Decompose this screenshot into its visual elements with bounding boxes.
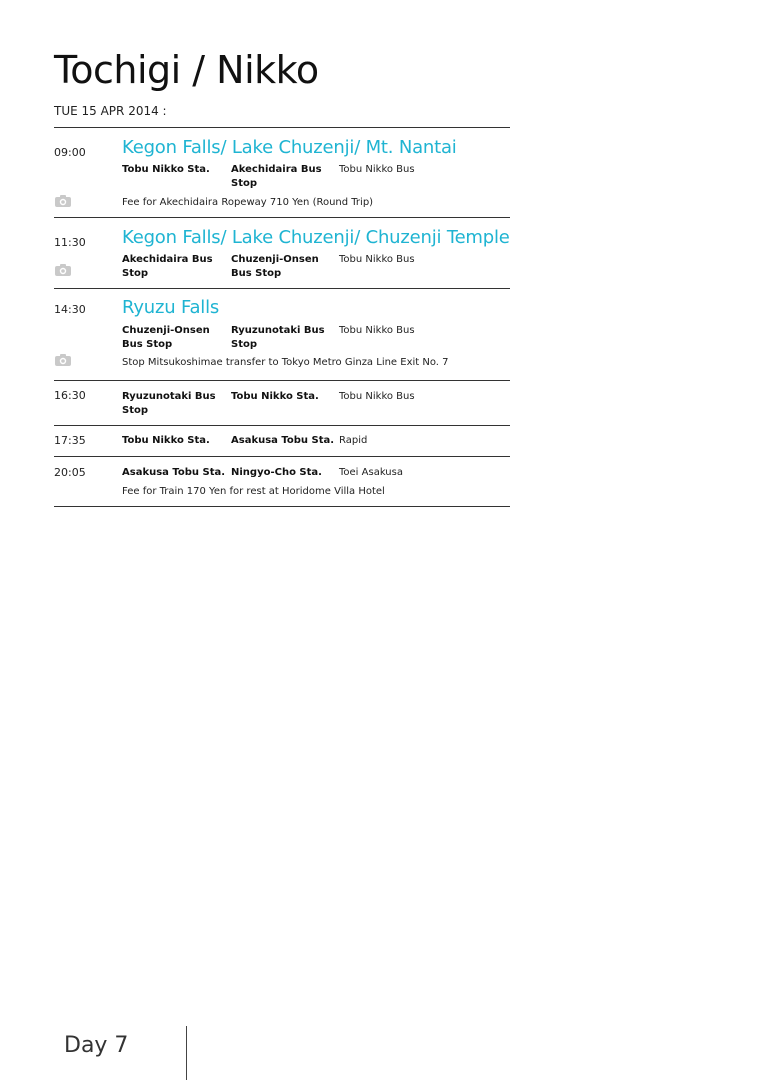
transit-line: Tobu Nikko Bus xyxy=(339,325,415,336)
transit-line: Tobu Nikko Bus xyxy=(339,164,415,175)
from-station: Asakusa Tobu Sta. xyxy=(122,467,226,478)
entry-time: 09:00 xyxy=(54,146,86,159)
from-station: Akechidaira Bus Stop xyxy=(122,254,213,279)
transit-row xyxy=(122,163,510,193)
from-station: Ryuzunotaki Bus Stop xyxy=(122,391,216,416)
trip-date: TUE 15 APR 2014 : xyxy=(54,104,167,118)
transit-line: Toei Asakusa xyxy=(339,467,403,478)
from-station: Tobu Nikko Sta. xyxy=(122,164,210,175)
to-station: Ryuzunotaki Bus Stop xyxy=(231,325,325,350)
from-station: Chuzenji-Onsen Bus Stop xyxy=(122,325,210,350)
entry-note: Fee for Akechidaira Ropeway 710 Yen (Round Trip) xyxy=(122,197,374,208)
entry-time: 14:30 xyxy=(54,303,86,316)
entry-time: 11:30 xyxy=(54,236,86,249)
transit-line: Tobu Nikko Bus xyxy=(339,254,415,265)
day-label: Day 7 xyxy=(64,1033,129,1058)
entry-time: 20:05 xyxy=(54,466,86,479)
to-station: Chuzenji-Onsen Bus Stop xyxy=(231,254,319,279)
to-station: Asakusa Tobu Sta. xyxy=(231,435,335,446)
entry-note: Fee for Train 170 Yen for rest at Horidome Villa Hotel xyxy=(122,486,385,497)
place-title: Kegon Falls/ Lake Chuzenji/ Mt. Nantai xyxy=(122,137,457,158)
place-title: Kegon Falls/ Lake Chuzenji/ Chuzenji Temple xyxy=(122,227,510,248)
camera-icon[interactable] xyxy=(54,194,72,208)
entry-time: 17:35 xyxy=(54,434,86,447)
entry-time: 16:30 xyxy=(54,389,86,402)
schedule-entry xyxy=(54,289,510,381)
to-station: Akechidaira Bus Stop xyxy=(231,164,322,189)
place-title: Ryuzu Falls xyxy=(122,297,220,318)
transit-row xyxy=(122,390,510,420)
to-station: Tobu Nikko Sta. xyxy=(231,391,319,402)
from-station: Tobu Nikko Sta. xyxy=(122,435,210,446)
schedule-entry xyxy=(54,218,510,289)
schedule-table xyxy=(54,127,510,507)
transit-line: Tobu Nikko Bus xyxy=(339,391,415,402)
schedule-entry xyxy=(54,457,510,507)
entry-note: Stop Mitsukoshimae transfer to Tokyo Metro Ginza Line Exit No. 7 xyxy=(122,357,449,368)
to-station: Ningyo-Cho Sta. xyxy=(231,467,322,478)
transit-row xyxy=(122,324,510,354)
schedule-entry xyxy=(54,426,510,457)
schedule-entry xyxy=(54,381,510,426)
page-title: Tochigi / Nikko xyxy=(54,48,319,92)
camera-icon[interactable] xyxy=(54,353,72,367)
footer-divider xyxy=(186,1026,187,1080)
transit-line: Rapid xyxy=(339,435,368,446)
schedule-entry xyxy=(54,128,510,218)
camera-icon[interactable] xyxy=(54,263,72,277)
transit-row xyxy=(122,253,510,283)
